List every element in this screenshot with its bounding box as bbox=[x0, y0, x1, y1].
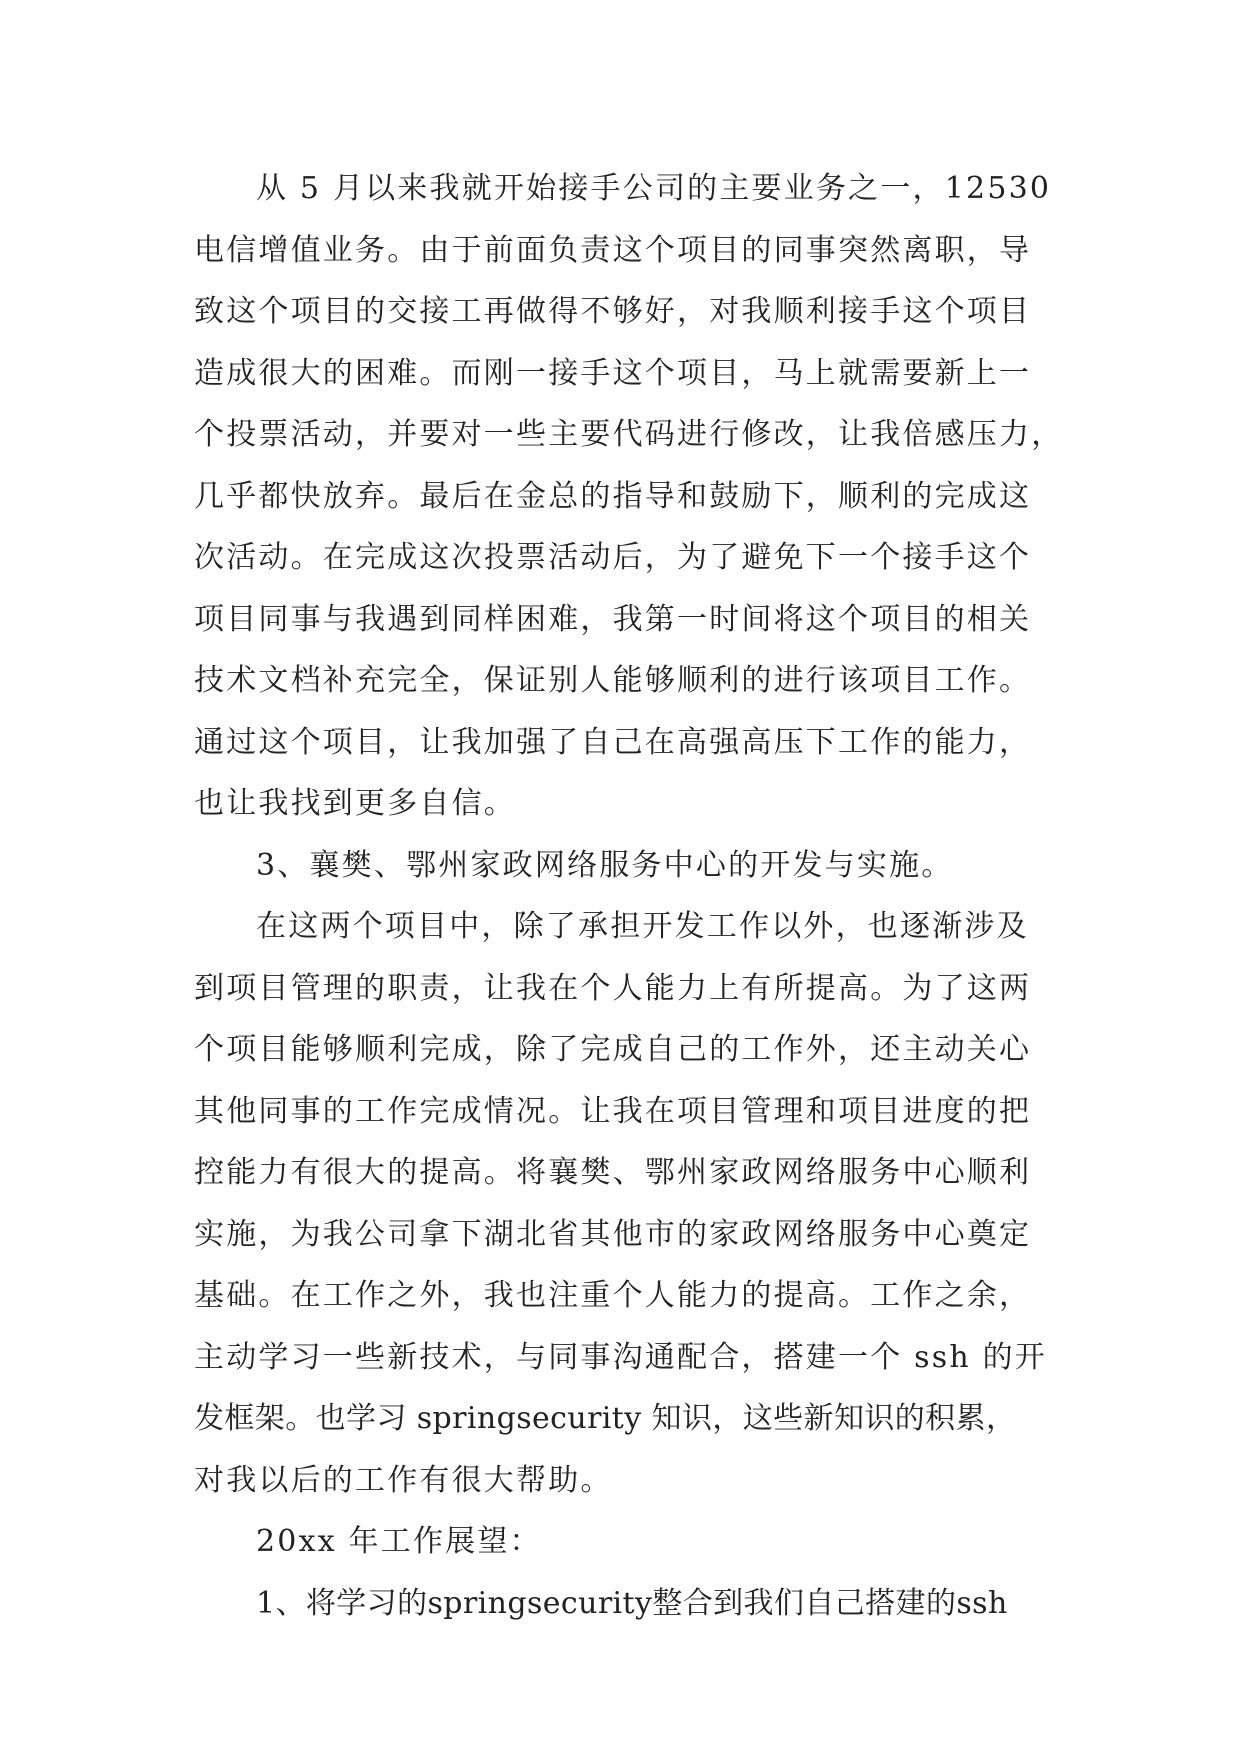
paragraph-line: 次活动。在完成这次投票活动后，为了避免下一个接手这个 bbox=[194, 540, 1032, 575]
paragraph-line: 从 5 月以来我就开始接手公司的主要业务之一，12530 bbox=[256, 171, 1052, 206]
section-heading: 3、襄樊、鄂州家政网络服务中心的开发与实施。 bbox=[256, 847, 954, 883]
paragraph-line: 基础。在工作之外，我也注重个人能力的提高。工作之余， bbox=[194, 1278, 1032, 1313]
paragraph-line: 项目同事与我遇到同样困难，我第一时间将这个项目的相关 bbox=[194, 601, 1032, 637]
paragraph-line: 个项目能够顺利完成，除了完成自己的工作外，还主动关心 bbox=[194, 1032, 1032, 1067]
paragraph-line: 发框架。也学习 springsecurity 知识，这些新知识的积累， bbox=[194, 1401, 1017, 1436]
paragraph-line: 电信增值业务。由于前面负责这个项目的同事突然离职，导 bbox=[194, 232, 1032, 268]
paragraph-line: 在这两个项目中，除了承担开发工作以外，也逐渐涉及 bbox=[256, 909, 1029, 944]
paragraph-line: 个投票活动，并要对一些主要代码进行修改，让我倍感压力， bbox=[194, 417, 1064, 452]
list-item: 1、将学习的springsecurity整合到我们自己搭建的ssh bbox=[256, 1585, 1008, 1621]
document-body bbox=[194, 158, 1064, 1634]
paragraph-line: 主动学习一些新技术，与同事沟通配合，搭建一个 ssh 的开 bbox=[194, 1339, 1047, 1375]
paragraph-line: 造成很大的困难。而刚一接手这个项目，马上就需要新上一 bbox=[194, 355, 1032, 391]
paragraph-line: 到项目管理的职责，让我在个人能力上有所提高。为了这两 bbox=[194, 970, 1032, 1006]
section-heading: 20xx 年工作展望： bbox=[256, 1524, 542, 1559]
paragraph-line: 实施，为我公司拿下湖北省其他市的家政网络服务中心奠定 bbox=[194, 1216, 1032, 1252]
paragraph-line: 也让我找到更多自信。 bbox=[194, 786, 516, 821]
paragraph-line: 控能力有很大的提高。将襄樊、鄂州家政网络服务中心顺利 bbox=[194, 1155, 1032, 1190]
paragraph-line: 对我以后的工作有很大帮助。 bbox=[194, 1462, 613, 1498]
paragraph-line: 技术文档补充完全，保证别人能够顺利的进行该项目工作。 bbox=[194, 663, 1032, 698]
paragraph-line: 致这个项目的交接工再做得不够好，对我顺利接手这个项目 bbox=[194, 294, 1032, 329]
paragraph-line: 其他同事的工作完成情况。让我在项目管理和项目进度的把 bbox=[194, 1093, 1032, 1129]
paragraph-line: 通过这个项目，让我加强了自己在高强高压下工作的能力， bbox=[194, 724, 1032, 760]
paragraph-line: 几乎都快放弃。最后在金总的指导和鼓励下，顺利的完成这 bbox=[194, 478, 1032, 514]
